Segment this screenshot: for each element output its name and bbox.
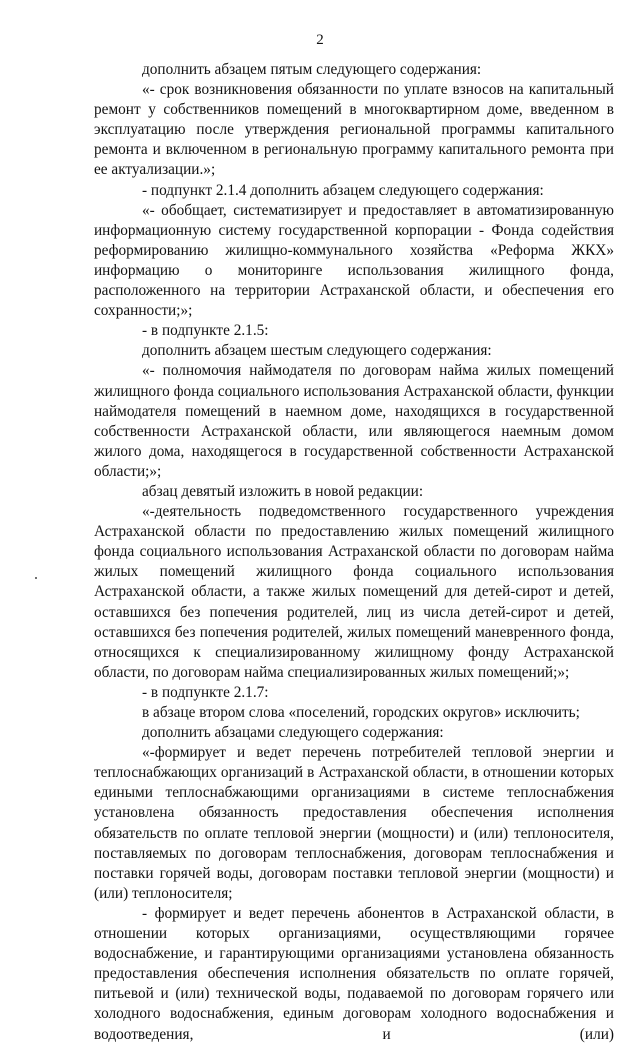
paragraph: - в подпункте 2.1.5: [142, 322, 269, 340]
paragraph: «- срок возникновения обязанности по уплате взносов на капитальный ремонт у собственников помещений в многоквартирном доме, введенном в эксплуатацию после утверждения региональной программы капитального ремонта и включенном в региональную программу капитального ремонта при ее актуализации.»; [94, 81, 614, 179]
paragraph: дополнить абзацем шестым следующего содержания: [142, 342, 492, 360]
document-body [94, 60, 614, 1045]
paragraph: «-деятельность подведомственного государственного учреждения Астраханской области по предоставлению жилых помещений жилищного фонда социального использования Астраханской области по договорам найма жилых помещений жилищного фонда социального использования Астраханской области, а также жилых помещений для детей-сирот и детей, оставшихся без попечения родителей, лиц из числа детей-сирот и детей, оставшихся без попечения родителей, жилых помещений маневренного фонда, относящихся к специализированному жилищному фонду Астраханской области, по договорам найма специализированных жилых помещений;»; [94, 503, 614, 681]
paragraph: «- обобщает, систематизирует и предоставляет в автоматизированную информационную систему государственной корпорации - Фонда содействия реформированию жилищно-коммунального хозяйства «Реформа ЖКХ» информацию о мониторинге использования жилищного фонда, расположенного на территории Астраханской области, и обеспечения его сохранности;»; [94, 201, 614, 320]
scan-speck [35, 577, 37, 579]
paragraph: - в подпункте 2.1.7: [142, 683, 269, 701]
paragraph: абзац девятый изложить в новой редакции: [142, 482, 424, 500]
page-number: 2 [316, 32, 324, 48]
paragraph: «- полномочия наймодателя по договорам найма жилых помещений жилищного фонда социального использования Астраханской области, функции наймодателя помещений в наемном доме, находящихся в государственной собственности Астраханской области, или являющегося наемным домом жилого дома, находящегося в государственной собственности Астраханской области;»; [94, 362, 614, 480]
paragraph: «-формирует и ведет перечень потребителей тепловой энергии и теплоснабжающих организаций в Астраханской области, в отношении которых едиными теплоснабжающими организациями в системе теплоснабжения установлена обязанность предоставления обеспечения исполнения обязательств по оплате тепловой энергии (мощности) и (или) теплоносителя, поставляемых по договорам теплоснабжения, договорам теплоснабжения и поставки горячей воды, договорам поставки тепловой энергии (мощности) и (или) теплоносителя; [94, 744, 614, 902]
paragraph: дополнить абзацами следующего содержания: [142, 724, 444, 742]
paragraph: в абзаце втором слова «поселений, городских округов» исключить; [142, 704, 580, 721]
paragraph: дополнить абзацем пятым следующего содержания: [142, 61, 482, 78]
paragraph: - формирует и ведет перечень абонентов в Астраханской области, в отношении которых организациями, осуществляющими горячее водоснабжение, и гарантирующими организациями установлена обязанность предоставления обеспечения исполнения обязательств по оплате горячей, питьевой и (или) технической воды, подаваемой по договорам горячего или холодного водоснабжения, единым договорам холодного водоснабжения и водоотведения, и (или) [94, 904, 614, 1043]
paragraph: - подпункт 2.1.4 дополнить абзацем следующего содержания: [142, 181, 544, 199]
